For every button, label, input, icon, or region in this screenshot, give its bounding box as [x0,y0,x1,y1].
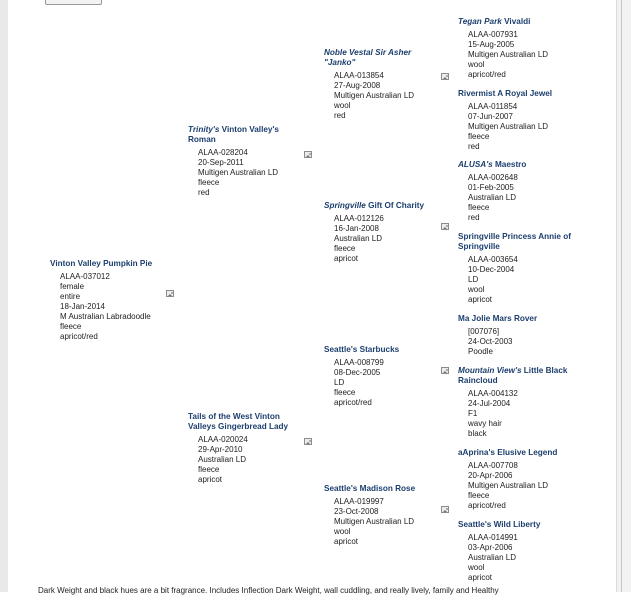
registration-number: ALAA-037012 [60,272,110,281]
coat-type: fleece [60,322,82,331]
coat-type: wool [334,101,351,110]
breed: Multigen Australian LD [468,122,549,131]
coat-color: red [468,213,480,222]
registration-number: ALAA-013854 [334,71,384,80]
coat-color: apricot [468,295,493,304]
breed: Poodle [468,347,493,356]
birth-date: 29-Apr-2010 [198,445,243,454]
vertical-scrollbar[interactable] [616,0,631,592]
breed: Multigen Australian LD [334,91,415,100]
birth-date: 23-Oct-2008 [334,507,379,516]
page-left-border [0,0,8,592]
dog-details [188,435,298,485]
dog-details [458,461,578,511]
coat-type: fleece [334,244,356,253]
breed: Australian LD [468,553,517,562]
dog-details [188,148,288,198]
coat-type: fleece [468,491,490,500]
top-button[interactable] [45,0,102,5]
coat-color: apricot/red [468,501,506,510]
pedigree-sire [188,125,288,198]
coat-type: fleece [468,132,490,141]
pedigree-sire-sire [324,48,434,121]
pedigree-ssd [458,89,578,152]
registration-number: ALAA-007931 [468,30,518,39]
dog-name-link[interactable]: Tails of the West Vinton Valleys Gingerbread Lady [188,412,289,431]
birth-date: 01-Feb-2005 [468,183,514,192]
birth-date: 27-Aug-2008 [334,81,381,90]
dog-details [458,327,578,357]
coat-color: apricot [468,573,493,582]
photo-icon[interactable] [166,290,174,297]
registration-number: ALAA-002648 [468,173,518,182]
dog-name-link[interactable]: Seattle's Wild Liberty [458,520,541,529]
dog-details [458,389,578,439]
breed: Australian LD [334,234,383,243]
dog-name-link[interactable]: Ma Jolie Mars Rover [458,314,538,323]
dog-name-link[interactable]: Seattle's Madison Rose [324,484,416,493]
coat-color: apricot [334,537,359,546]
coat-type: wool [468,285,485,294]
pedigree-sds [458,160,578,223]
dog-details [458,102,578,152]
coat-color: red [334,111,346,120]
dog-details [324,214,434,264]
dog-name-link[interactable]: Noble Vestal Sir Asher "Janko" [324,48,412,67]
dog-name-link[interactable]: Rivermist A Royal Jewel [458,89,553,98]
coat-type: fleece [198,465,220,474]
breed: Australian LD [468,193,517,202]
birth-date: 10-Dec-2004 [468,265,515,274]
birth-date: 20-Sep-2011 [198,158,244,167]
registration-number: ALAA-019997 [334,497,384,506]
coat-color: red [468,142,480,151]
dog-details [324,71,434,121]
coat-color: red [198,188,210,197]
coat-type: wool [468,563,485,572]
photo-icon[interactable] [304,151,312,158]
coat-type: fleece [334,388,356,397]
registration-number: ALAA-004132 [468,389,518,398]
registration-number: ALAA-020024 [198,435,248,444]
coat-type: fleece [468,203,490,212]
dog-name-link[interactable]: Seattle's Starbucks [324,345,400,354]
dog-details [324,497,434,547]
pedigree-dsd [458,366,578,439]
photo-icon[interactable] [304,438,312,445]
registration-number: ALAA-028204 [198,148,248,157]
registration-number: [007076] [468,327,500,336]
birth-date: 15-Aug-2005 [468,40,515,49]
registration-number: ALAA-011854 [468,102,518,111]
photo-icon[interactable] [441,73,449,80]
registration-number: ALAA-014991 [468,533,518,542]
dog-name-link[interactable]: Trinity's Vinton Valley's Roman [188,125,279,144]
scrollbar-divider [621,0,622,592]
birth-date: 24-Jul-2004 [468,399,511,408]
pedigree-sdd [458,232,578,305]
dog-name-link[interactable]: Mountain View's Little Black Raincloud [458,366,568,385]
birth-date: 03-Apr-2006 [468,543,513,552]
description-text: Dark Weight and black hues are a bit fragrance. Includes Inflection Dark Weight, wall cuddling, and really lively, family and Healthy [38,586,499,595]
photo-icon[interactable] [441,223,449,230]
registration-number: ALAA-008799 [334,358,384,367]
birth-date: 18-Jan-2014 [60,302,105,311]
photo-icon[interactable] [441,506,449,513]
pedigree-ddd [458,520,578,583]
coat-type: wool [334,527,351,536]
birth-date: 08-Dec-2005 [334,368,381,377]
pedigree-dss [458,314,578,357]
dog-name-link[interactable]: Tegan Park Vivaldi [458,17,531,26]
dog-details [50,272,152,342]
breed: LD [468,275,479,284]
pedigree-dds [458,448,578,511]
coat-color: apricot [334,254,359,263]
sex: female [60,282,85,291]
coat-color: apricot [198,475,223,484]
pedigree-sss [458,17,578,80]
dog-name-link[interactable]: Vinton Valley Pumpkin Pie [50,259,153,268]
pedigree-dam-sire [324,345,434,408]
dog-name-link[interactable]: aAprina's Elusive Legend [458,448,558,457]
dog-details [458,255,578,305]
breed: Multigen Australian LD [334,517,415,526]
breed: Multigen Australian LD [198,168,279,177]
registration-number: ALAA-012126 [334,214,384,223]
dog-details [458,173,578,223]
breed: M Australian Labradoodle [60,312,151,321]
pedigree-subject [50,259,152,342]
breed: Australian LD [198,455,247,464]
coat-type: fleece [198,178,220,187]
coat-color: apricot/red [334,398,372,407]
breed: F1 [468,409,478,418]
dog-details [458,533,578,583]
dog-name-link[interactable]: ALUSA's Maestro [458,160,527,169]
coat-type: wavy hair [468,419,502,428]
coat-color: apricot/red [468,70,506,79]
dog-details [458,30,578,80]
coat-type: wool [468,60,485,69]
dog-name-link[interactable]: Springville Princess Annie of Springville [458,232,571,251]
pedigree-dam-dam [324,484,434,547]
pedigree-dam [188,412,298,485]
birth-date: 16-Jan-2008 [334,224,379,233]
breed: LD [334,378,345,387]
coat-color: black [468,429,487,438]
registration-number: ALAA-007708 [468,461,518,470]
breed: Multigen Australian LD [468,50,549,59]
coat-color: apricot/red [60,332,98,341]
photo-icon[interactable] [441,367,449,374]
birth-date: 20-Apr-2006 [468,471,513,480]
dog-details [324,358,434,408]
pedigree-sire-dam [324,201,434,264]
birth-date: 24-Oct-2003 [468,337,513,346]
birth-date: 07-Jun-2007 [468,112,513,121]
dog-name-link[interactable]: Springville Gift Of Charity [324,201,425,210]
breed: Multigen Australian LD [468,481,549,490]
registration-number: ALAA-003654 [468,255,518,264]
status: entire [60,292,81,301]
